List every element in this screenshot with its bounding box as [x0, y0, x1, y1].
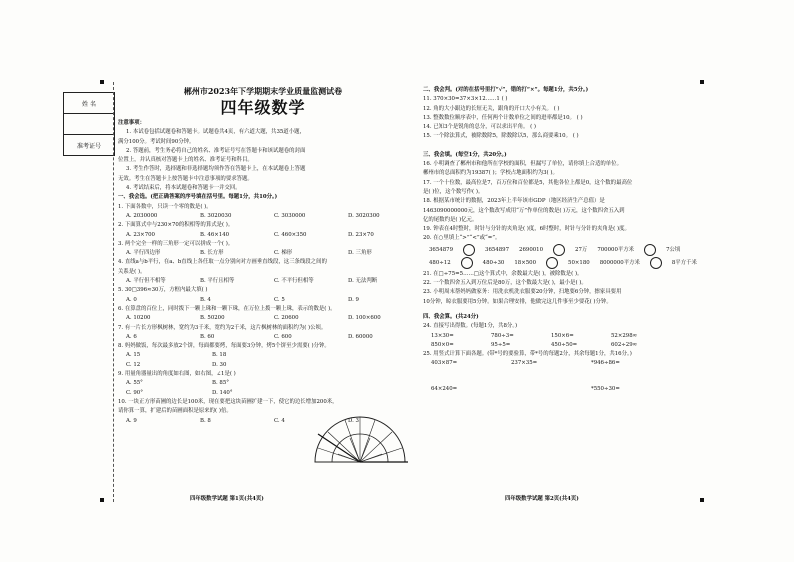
vertical-calc-row-1	[423, 359, 708, 368]
page-1	[118, 86, 408, 426]
question-23-cont: 10分钟，晾衣服要用5分钟。如果合理安排，他做完这几件事至少要花( )分钟。	[423, 298, 612, 305]
compare-left: 3654879	[429, 246, 454, 253]
question-10-cont: 请你算一算，扩建后的苗圃面积是原来的( )倍。	[118, 408, 232, 415]
calc-item: 602÷29≈	[611, 341, 638, 348]
notice-line: 1. 本试卷包括试题卷和答题卡。试题卷共4页，有六道大题，共35道小题，	[126, 129, 305, 136]
question-8: 8. 妈妈做饭，每次最多放2个饼，每面都要烤，每面要3分钟，烤5个饼至少需要( )分钟。	[118, 343, 330, 350]
option: A. 9	[126, 417, 137, 424]
option: D. 23×70	[348, 231, 374, 238]
calc-item: 150×6=	[551, 332, 574, 339]
registration-mark	[700, 498, 704, 502]
notice-line: 位置上，并认真核对答题卡上的姓名、准考证号和科目。	[118, 157, 253, 164]
calc-item: 95÷5=	[491, 341, 511, 348]
name-label: 姓 名	[64, 93, 114, 114]
option: C. 4	[274, 417, 285, 424]
question-23: 23. 小明周末帮妈妈做家务：用洗衣机洗衣服要20分钟，扫地要6分钟，擦家具要用	[423, 289, 622, 296]
judge-question: 13. 整数数位顺序表中，任何两个计数单位之间的进率都是10。 ( )	[423, 114, 583, 121]
vertical-calc-item: *550÷30=	[591, 385, 620, 392]
option: A. 10200	[126, 315, 151, 322]
question-7-options	[118, 333, 408, 342]
protractor-figure	[310, 414, 410, 464]
calc-item: 52×298≈	[611, 332, 638, 339]
option: C. 不平行但相等	[274, 278, 314, 285]
question-10: 10. 一块正方形苗圃的边长是100米，现在要把这块苗圃扩建一下，使它的边长增加200米，	[118, 398, 338, 405]
question-17-cont: 是( )位，这个数写作( )。	[423, 188, 484, 195]
vertical-calc-item: 64×240=	[431, 385, 458, 392]
option: B. 8	[200, 417, 211, 424]
calc-item: 450÷50=	[551, 341, 578, 348]
compare-left: 480÷12	[429, 259, 451, 266]
option: A. 15	[126, 352, 141, 359]
question-1: 1. 下面各数中，只读一个零的数是( )。	[118, 203, 212, 210]
judge-question: 12. 角的大小跟边的长短无关，跟角的开口大小有关。 ( )	[423, 105, 560, 112]
question-17: 17. 一个十位数，最高位是7，百万位和百位都是5，其他各位上都是0，这个数的最高位	[423, 179, 633, 186]
question-20: 20. 在○里填上“>”“<”或“=”。	[423, 235, 501, 242]
question-9-options-b	[118, 389, 408, 398]
compare-row-2	[423, 257, 708, 270]
compare-right: 50×180	[568, 259, 590, 266]
question-4: 4. 直线a与b平行，在a、b直线上各任取一点分别向对方画垂直线段，这三条线段之间的	[118, 259, 327, 266]
compare-left: 2690010	[519, 246, 544, 253]
compare-circle[interactable]	[461, 257, 473, 269]
question-8-options-b	[118, 361, 408, 370]
option: A. 23×700	[126, 231, 155, 238]
option: B. 平行且相等	[200, 278, 235, 285]
question-25: 25. 用竖式计算下面各题。(带*号的要验算，带*号的每题2分，其余每题1分，共16分。)	[423, 351, 632, 358]
section-3-heading: 三、我会填。(每空1分，共20分。)	[423, 151, 507, 158]
option: B. 18	[212, 352, 227, 359]
question-4-options	[118, 277, 408, 286]
question-5-options	[118, 296, 408, 305]
compare-row-1	[423, 244, 708, 257]
notice-line: 3. 考生作答时，选择题和非选择题均须作答在答题卡上，在本试题卷上答题	[126, 166, 306, 173]
option: C. 20600	[274, 315, 299, 322]
question-1-options	[118, 212, 408, 221]
option: A. 55°	[126, 380, 143, 387]
compare-left: 18×500	[514, 259, 537, 266]
option: D. 无法判断	[348, 278, 378, 285]
option: B. 50200	[200, 315, 225, 322]
question-3-options	[118, 249, 408, 258]
registration-mark	[700, 80, 704, 84]
compare-circle[interactable]	[463, 244, 475, 256]
option: A. 2030000	[126, 212, 158, 219]
notice-heading: 注意事项：	[118, 120, 145, 126]
question-8-options	[118, 351, 408, 360]
question-9-options	[118, 379, 408, 388]
option: D. 140°	[212, 389, 233, 396]
question-19: 19. 钟表在4时整时，时针与分针的夹角是( )度，6时整时，时针与分针的夹角是( )度。	[423, 226, 630, 233]
notice-line: 满分100分。考试时间90分钟。	[118, 138, 195, 145]
exam-title: 郴州市2023年下学期期末学业质量监测试卷	[183, 86, 343, 96]
vertical-calc-item: 403×87=	[431, 360, 458, 367]
question-6-options	[118, 314, 408, 323]
compare-circle[interactable]	[546, 257, 558, 269]
notice-line: 4. 考试结束后，将本试题卷和答题卡一并交回。	[126, 185, 241, 192]
question-22: 22. 一个数四舍五入到万位后是80万，这个数最大是( )，最小是( )。	[423, 280, 587, 287]
binding-info-box	[63, 92, 115, 156]
question-21: 21. 在□÷75=5……□这个算式中，余数最大是( )，被除数是( )。	[423, 270, 583, 277]
compare-left: 8000000平方米	[599, 259, 640, 266]
judge-question: 11. 370×30=37×3×12……1 ( )	[423, 96, 508, 103]
calc-item: 850×0=	[431, 341, 454, 348]
judge-question: 15. 一个除法算式，被除数除5，除数除以5，那么商要乘10。 ( )	[423, 133, 579, 140]
calc-item: 13×30=	[431, 332, 454, 339]
option: B. 46×140	[200, 231, 230, 238]
option: D. 三角形	[348, 250, 372, 257]
calc-item: 780÷3=	[491, 332, 514, 339]
question-9: 9. 用量角器量出的角度如右图，如右图，∠1是( )	[118, 371, 236, 378]
option: C. 梯形	[274, 250, 293, 257]
question-18-cont2: 亿的尾数约是( )亿元。	[423, 216, 478, 223]
calc-row-2	[423, 341, 708, 350]
vertical-calc-item: 237×35=	[511, 360, 538, 367]
registration-mark	[100, 498, 104, 502]
option: D. 100×600	[348, 315, 381, 322]
option: B. 3020030	[200, 212, 232, 219]
option: B. 4	[200, 296, 211, 303]
name-field[interactable]	[64, 114, 114, 135]
vertical-calc-item: *946÷86=	[591, 360, 620, 367]
question-2: 2. 下面算式中与230×70的积相等的算式是( )。	[118, 222, 234, 229]
question-6: 6. 在算盘的百位上，同时拨下一颗上珠和一颗下珠，在万位上拨一颗上珠，表示的数是( )。	[118, 305, 336, 312]
option: D. 30	[212, 361, 227, 368]
section-1-heading: 一、我会选。(把正确答案的序号填在括号里。每题1分，共10分。)	[118, 194, 278, 201]
question-16: 16. 小明调查了郴州市和他所在学校的面积，但漏写了单位，请你填上合适的单位。	[423, 161, 622, 168]
notice-line: 无效。考生在答题卡上按答题卡中注意事项的要求答题。	[118, 175, 253, 182]
question-24: 24. 直接写出得数。(每题1分，共8分。)	[423, 323, 518, 330]
judge-question: 14. 已知3个是锐角的总分，可以求出平角。 ( )	[423, 124, 536, 131]
option: D. 3	[348, 417, 359, 424]
option: C. 90°	[126, 389, 143, 396]
section-2-heading: 二、我会判。(对的在括号里打“√”，错的打“×”。每题1分，共5分。)	[423, 87, 589, 93]
option: D. 60000	[348, 333, 373, 340]
registration-mark	[100, 80, 104, 84]
option: C. 460×350	[274, 231, 307, 238]
compare-right: 27万	[575, 246, 588, 253]
option: C. 600	[274, 333, 292, 340]
compare-right: 480÷30	[482, 259, 505, 266]
binding-line	[113, 82, 114, 502]
question-4-cont: 关系是( )。	[118, 268, 146, 275]
option: C. 12	[126, 361, 141, 368]
section-4-heading: 四、我会算。(共24分)	[423, 313, 479, 320]
option: A. 平行四边形	[126, 250, 161, 257]
question-16-cont: 郴州市的总面积约为19387( )；学校占地面积约为3( )。	[423, 170, 558, 177]
option: B. 长方形	[200, 250, 224, 257]
calc-row-1	[423, 332, 708, 341]
option: C. 3030000	[274, 212, 306, 219]
option: A. 6	[126, 333, 137, 340]
exam-number-label: 准考证号	[76, 142, 101, 150]
option: A. 0	[126, 296, 137, 303]
option: D. 3020300	[348, 212, 380, 219]
option: C. 5	[274, 296, 285, 303]
compare-circle[interactable]	[650, 257, 662, 269]
compare-circle[interactable]	[553, 244, 565, 256]
compare-right: 3654897	[485, 246, 510, 253]
compare-circle[interactable]	[644, 244, 656, 256]
compare-right: 8平方千米	[671, 259, 697, 266]
page-2	[423, 86, 708, 394]
option: D. 9	[348, 296, 359, 303]
question-18-cont: 1463090000000元，这个数改写成用“万”作单位的数是( )万元，这个数四舍五入到	[423, 207, 625, 214]
vertical-calc-row-2	[423, 385, 708, 394]
question-18: 18. 根据某市统计的数据，2023年上半年该市GDP（地区经济生产总值）是	[423, 198, 605, 205]
compare-left: 700000平方米	[597, 246, 635, 253]
question-3: 3. 两个完全一样的三角形一定可以拼成一个( )。	[118, 240, 234, 247]
subject-title: 四年级数学	[220, 98, 306, 117]
option: A. 平行但不相等	[126, 278, 166, 285]
option: B. 60	[200, 333, 215, 340]
notice-line: 2. 答题前，考生务必将自己的姓名、准考证号写在答题卡和该试题卷的封面	[126, 147, 306, 154]
question-7: 7. 有一片长方形枫树林，宽约为3千米，宽约为2千米，这片枫树林的面积约为( )公顷。	[118, 324, 327, 331]
compare-right: 7公顷	[666, 246, 681, 253]
page-2-footer: 四年级数学试题 第2页(共4页)	[505, 496, 579, 502]
page-1-footer: 四年级数学试题 第1页(共4页)	[190, 496, 264, 502]
question-5: 5. 30□396≈30万，方框内最大填( )	[118, 287, 208, 294]
option: B. 85°	[212, 380, 229, 387]
question-2-options	[118, 231, 408, 240]
